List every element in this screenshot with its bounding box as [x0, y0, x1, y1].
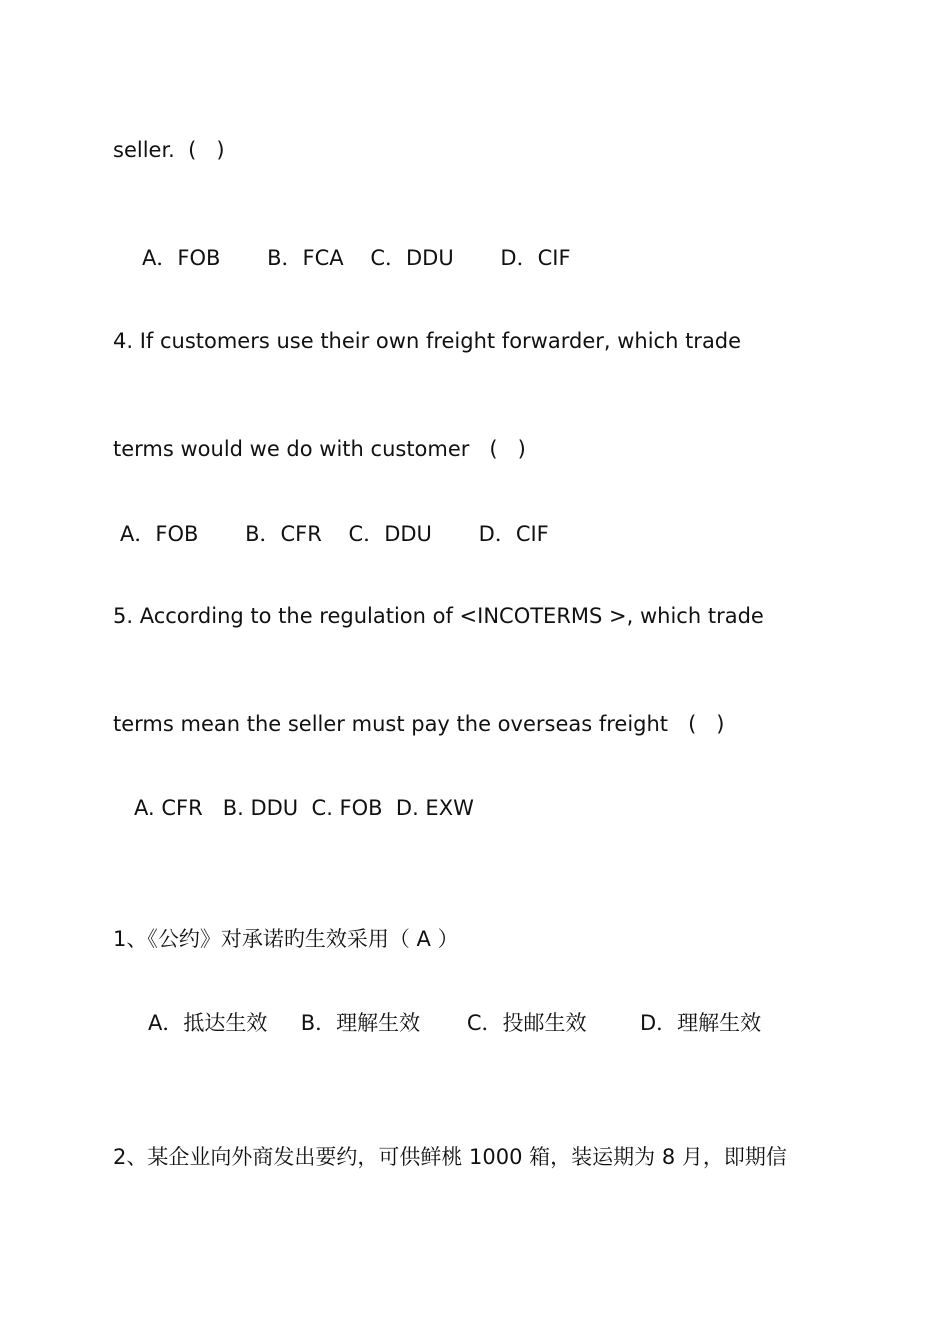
question-5-text-line-1: 5. According to the regulation of <INCOTERMS >, which trade	[113, 604, 764, 628]
question-5-text-line-2: terms mean the seller must pay the overseas freight ( )	[113, 712, 725, 736]
chinese-question-1-text: 1、《公约》对承诺旳生效采用（ A ）	[113, 927, 459, 951]
question-4-text-line-1: 4. If customers use their own freight forwarder, which trade	[113, 329, 742, 353]
question-3-continuation: seller. ( )	[113, 138, 225, 162]
chinese-question-2-text: 2、某企业向外商发出要约，可供鲜桃 1000 箱，装运期为 8 月，即期信	[113, 1145, 787, 1169]
question-4-options: A．FOB B．CFR C．DDU D．CIF	[120, 522, 549, 546]
chinese-question-1-options: A．抵达生效 B．理解生效 C．投邮生效 D．理解生效	[148, 1011, 762, 1035]
question-5-options: A. CFR B. DDU C. FOB D. EXW	[134, 796, 474, 820]
question-3-options: A．FOB B．FCA C．DDU D．CIF	[142, 246, 571, 270]
question-4-text-line-2: terms would we do with customer ( )	[113, 437, 526, 461]
